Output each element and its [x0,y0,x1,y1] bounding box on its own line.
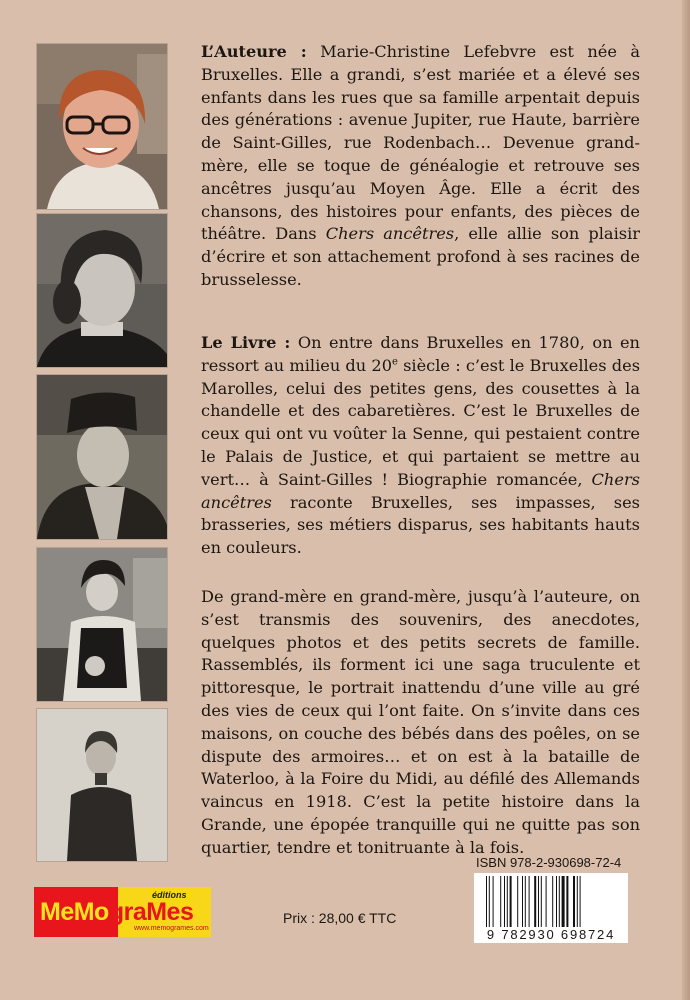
logo-website: www.memogrames.com [134,925,209,932]
century-superscript: e [392,356,398,368]
family-photo-woman-hat [36,374,168,540]
logo-name-part2: graMes [108,898,194,926]
book-description-heading: Le Livre : [201,333,291,352]
book-description-text-c: raconte Bruxelles, ses impasses, ses brasseries, ses métiers disparus, ses habitants hauts en couleurs. [201,492,640,558]
isbn-label: ISBN 978-2-930698-72-4 [476,855,622,870]
saga-paragraph [201,586,640,860]
barcode [474,873,628,943]
barcode-number: 9 782930 698724 [474,927,628,942]
author-bio-text: Marie-Christine Lefebvre est née à Bruxelles. Elle a grandi, s’est mariée et a élevé ses enfants dans les rues que sa famille arpentait depuis des générations : avenue Jupiter, rue Haute, barrière de Saint-Gilles, rue Rodenbach… Devenue grand-mère, elle se toque de généalogie et retrouve ses ancêtres jusqu’au Moyen Âge. Elle a écrit des chansons, des histoires pour enfants, des pièces de théâtre. Dans [201,42,640,244]
family-photo-woman-at-table [36,547,168,702]
saga-text: De grand-mère en grand-mère, jusqu’à l’auteure, on s’est transmis des souvenirs, des anecdotes, quelques photos et des petits secrets de famille. Rassemblés, ils forment ici une saga truculente et pittoresque, le portrait inattendu d’une ville au gré des vies de ceux qui l’ont faite. On s’invite dans ces maisons, on couche des bébés dans des poêles, on se dispute des armoires… et on est à la bataille de Waterloo, à la Foire du Midi, au défilé des Allemands vaincus en 1918. C’est la petite histoire dans la Grande, une épopée tranquille qui ne quitte pas son quartier, tendre et tonitruante à la fois. [201,587,640,857]
logo-publisher-name [40,898,193,927]
author-bio-heading: L’Auteure : [201,42,307,61]
logo-editions-text: éditions [152,890,187,900]
logo-name-part1: MeMo [40,898,109,926]
family-photo-elderly-woman [36,708,168,862]
author-bio-book-title: Chers ancêtres [325,224,455,244]
book-description-text-a: On entre dans Bruxelles en 1780, on en ressort au milieu du 20 [201,333,640,375]
book-description-paragraph [201,332,640,560]
family-photo-young-woman [36,213,168,368]
price-label: Prix : 28,00 € TTC [283,910,397,926]
author-portrait-photo [36,43,168,210]
publisher-logo [34,887,211,937]
book-description-text-b: siècle : c’est le Bruxelles des Marolles, celui des petites gens, des cousettes à la chandelle et des cabaretières. C’est le Bruxelles de ceux qui ont vu voûter la Senne, qui pestaient contre le Palais de Justice, et qui partaient se mettre au vert… à Saint-Gilles ! Biographie romancée, [201,355,640,489]
book-description-title: Chers ancêtres [201,469,640,512]
author-bio-text-end: , elle allie son plaisir d’écrire et son attachement profond à ses racines de brusselesse. [201,224,640,289]
barcode-bars [474,873,628,929]
author-bio-paragraph [201,41,640,292]
cover-edge [682,0,690,1000]
